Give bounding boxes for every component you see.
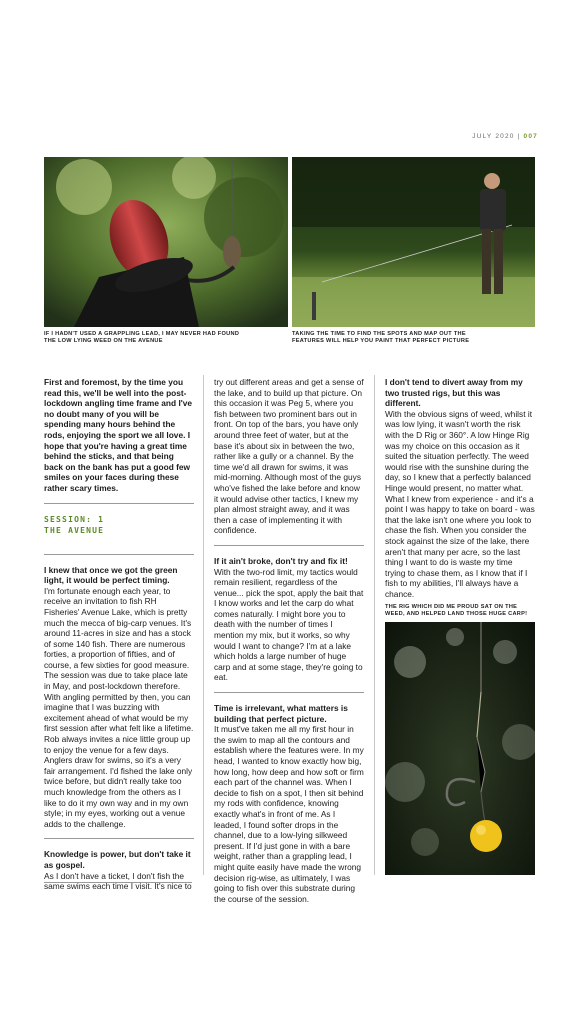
session-venue: THE AVENUE <box>44 525 105 535</box>
section-rule <box>44 503 194 504</box>
paragraph <box>385 377 535 599</box>
rig-photo <box>385 622 535 875</box>
column-end-rule <box>44 882 192 883</box>
column-3 <box>385 377 535 608</box>
paragraph <box>214 556 364 683</box>
paragraph <box>44 849 194 891</box>
page-number: 007 <box>523 133 538 140</box>
session-number: SESSION: 1 <box>44 514 105 524</box>
section-rule <box>214 545 364 546</box>
paragraph-body: I'm fortunate enough each year, to receive an invitation to fish RH Fisheries' Avenue Lake, which is pretty much the mecca of big-carp venues. It's around 11-acres in size and has a stock of some 140 fish. There are numerous forties, a proportion of fifties, and of course, a few sixties for good measure. The session was due to take place late in May, and post-lockdown therefore. With angling permitted by then, you can imagine that I was buzzing with excitement ahead of what would be my first session after what felt like a lifetime. Rob always invites a nice little group up to enjoy the venue for a few days. Anglers draw for swims, so it's a very fair arrangement. I'd fished the lake only twice before, but didn't really take too much knowledge from the others as I like to do it my own way and in my own style; in my eyes, working out a venue adds to the challenge. <box>44 585 194 829</box>
paragraph: try out different areas and get a sense of the lake, and to build up that picture. On this occasion it was Peg 5, where you fish between two prominent bars out in front. On top of the bars, you have only around three feet of water, but at the base it's about six in between the two, rather like a gully or a channel. By the time we'd all drawn for swims, it was mid-morning. Although most of the guys who've fished the lake before and know it would advise other tactics, I knew my plan almost straight away, and it was then a case of implementing it with confidence. <box>214 377 364 536</box>
paragraph-body: As I don't have a ticket, I don't fish the same swims each time I visit. It's nice to <box>44 870 192 892</box>
reel-photo <box>44 157 288 327</box>
column-1 <box>44 377 194 901</box>
session-heading <box>44 514 194 536</box>
column-divider <box>374 375 375 875</box>
folio-divider: | <box>517 133 524 140</box>
paragraph-lead: Time is irrelevant, what matters is building that perfect picture. <box>214 703 348 724</box>
paragraph-lead: I knew that once we got the green light, it would be perfect timing. <box>44 564 178 586</box>
paragraph <box>44 565 194 830</box>
intro-paragraph: First and foremost, by the time you read this, we'll be well into the post-lockdown angling time frame and I've no doubt many of you will be spending many hours behind the rods, enjoying the sport we all love. I hope that you're having a great time behind the sticks, and that being back on the bank has put a good few smiles on your faces during these rather scary times. <box>44 377 193 493</box>
reel-photo-caption: IF I HADN'T USED A GRAPPLING LEAD, I MAY NEVER HAD FOUND THE LOW LYING WEED ON THE AVENUE <box>44 331 240 344</box>
column-2 <box>214 377 364 913</box>
rig-photo-caption: THE RIG WHICH DID ME PROUD SAT ON THE WEED, AND HELPED LAND THOSE HUGE CARP! <box>385 604 528 617</box>
paragraph-lead: I don't tend to divert away from my two trusted rigs, but this was different. <box>385 377 523 409</box>
paragraph-body: With the obvious signs of weed, whilst it was low lying, it wasn't worth the risk with the D Rig or 360°. A low Hinge Rig was my choice on this occasion as it suited the situation perfectly. The weed would rise with the sunshine during the day, so I knew that a perfectly balanced Hinge would present, no matter what. What I knew from experience - and it's a point I was happy to take on board - was that the lake isn't one where you look to chase the fish. When you consider the stock against the size of the lake, there aren't that many per acre, so the last thing I want to do is waste my time trying to chase them, as I know that if I fish to my abilities, I'll always have a chance. <box>385 408 535 599</box>
paragraph-lead: If it ain't broke, don't try and fix it! <box>214 555 348 566</box>
column-divider <box>203 375 204 875</box>
paragraph-body: With the two-rod limit, my tactics would remain resilient, regardless of the venue... pick the spot, apply the bait that I know works and let the carp do what comes naturally. I might bore you to death with the number of times I mention my mix, but it works, so why would I want to change? I'm at a lake which holds a large number of huge carp and at some stage, they're going to eat. <box>214 566 364 683</box>
issue-date: JULY 2020 <box>472 133 515 140</box>
section-rule <box>44 838 194 839</box>
angler-photo <box>292 157 535 327</box>
angler-photo-caption: TAKING THE TIME TO FIND THE SPOTS AND MAP OUT THE FEATURES WILL HELP YOU PAINT THAT PERFECT PICTURE <box>292 331 470 344</box>
page-folio <box>472 133 538 140</box>
section-rule <box>214 692 364 693</box>
paragraph <box>214 703 364 904</box>
section-rule <box>44 554 194 555</box>
paragraph-lead: Knowledge is power, but don't take it as gospel. <box>44 849 191 870</box>
paragraph-body: It must've taken me all my first hour in the swim to map all the contours and establish where the features were. In my head, I wanted to know exactly how big, how long, how deep and how soft or firm each part of the channel was. When I decide to fish on a spot, I then sit behind my rods with confidence, knowing exactly what's in front of me. As I leaded, I found softer drops in the channel, due to a low-lying silkweed present. If I'd just gone in with a bare weight, rather than a grappling lead, I might quite easily have made the wrong decision rig-wise, as ultimately, I was going to fish over this substrate during the course of the session. <box>214 724 364 904</box>
